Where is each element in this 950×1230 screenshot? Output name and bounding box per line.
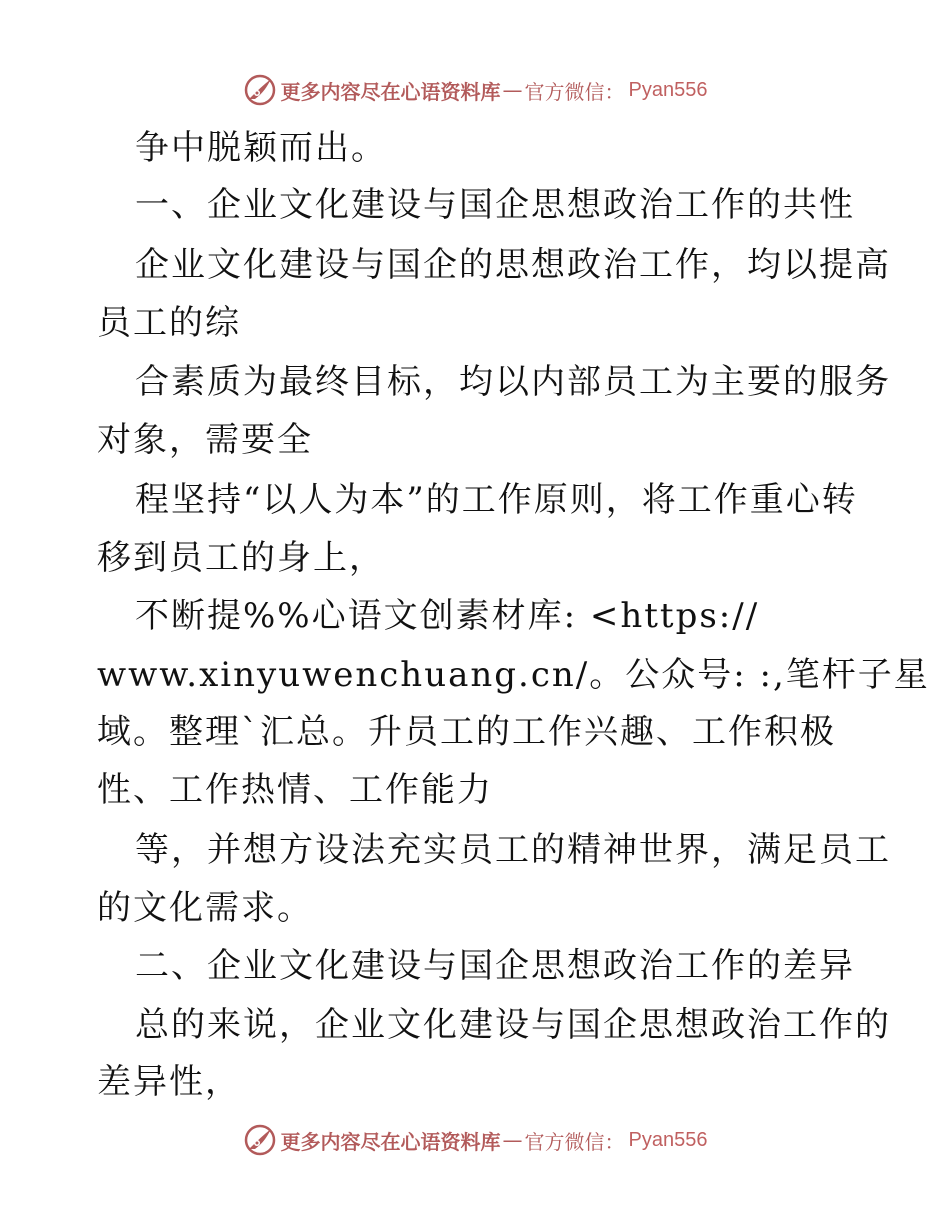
header-wechat-label: 官方微信： xyxy=(524,79,625,104)
footer-dash: — xyxy=(502,1128,523,1152)
pen-logo-icon xyxy=(243,73,277,107)
header-wechat-id: Pyan556 xyxy=(628,78,708,101)
body-line-17: 差异性， xyxy=(97,1062,241,1102)
pen-logo-icon xyxy=(243,1123,277,1157)
body-line-7: 程坚持“以人为本”的工作原则，将工作重心转 xyxy=(135,480,858,520)
body-line-11: 域。整理`汇总。升员工的工作兴趣、工作积极 xyxy=(97,712,836,752)
body-line-9: 不断提%%心语文创素材库: <https:// xyxy=(135,596,760,636)
header-site-text: 更多内容尽在心语资料库 xyxy=(280,79,501,104)
body-line-14: 的文化需求。 xyxy=(97,888,313,928)
body-line-2-section-heading: 一、企业文化建设与国企思想政治工作的共性 xyxy=(135,185,855,225)
footer-wechat-label: 官方微信： xyxy=(524,1129,625,1154)
body-line-3: 企业文化建设与国企的思想政治工作，均以提高 xyxy=(135,245,891,285)
body-line-12: 性、工作热情、工作能力 xyxy=(97,770,493,810)
body-line-1: 争中脱颖而出。 xyxy=(135,128,387,168)
footer-site-text: 更多内容尽在心语资料库 xyxy=(280,1129,501,1154)
body-line-4: 员工的综 xyxy=(97,303,241,343)
body-line-13: 等，并想方设法充实员工的精神世界，满足员工 xyxy=(135,830,891,870)
footer-wechat-id: Pyan556 xyxy=(628,1128,708,1151)
header-dash: — xyxy=(502,78,523,102)
body-line-5: 合素质为最终目标，均以内部员工为主要的服务 xyxy=(135,362,891,402)
body-line-6: 对象，需要全 xyxy=(97,420,313,460)
body-line-8: 移到员工的身上， xyxy=(97,538,385,578)
header-watermark-banner xyxy=(0,70,950,110)
body-line-15-section-heading: 二、企业文化建设与国企思想政治工作的差异 xyxy=(135,946,855,986)
body-line-16: 总的来说，企业文化建设与国企思想政治工作的 xyxy=(135,1005,891,1045)
body-line-10: www.xinyuwenchuang.cn/。公众号: :,笔杆子星 xyxy=(97,655,930,695)
footer-watermark-banner xyxy=(0,1120,950,1160)
